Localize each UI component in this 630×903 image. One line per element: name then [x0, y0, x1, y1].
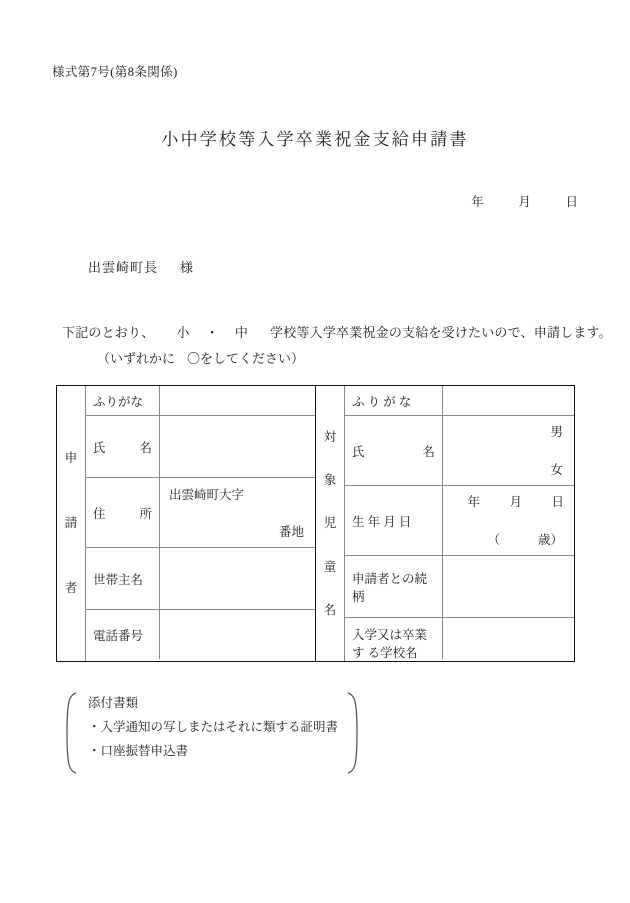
table-row	[345, 486, 574, 556]
child-side-char-4: 童	[323, 559, 337, 574]
table-row	[86, 416, 315, 478]
option-junior[interactable]: 中	[234, 325, 249, 340]
statement-note-text: （いずれかに	[97, 351, 176, 366]
statement-note	[97, 348, 304, 367]
child-side-label	[316, 386, 345, 661]
child-rows	[345, 386, 574, 661]
household-head-label: 世帯主名	[86, 548, 160, 609]
child-furigana-field[interactable]	[443, 386, 574, 415]
applicant-address-label-b: 所	[139, 506, 152, 521]
child-birthdate-label: 生 年 月 日	[345, 486, 443, 555]
attachments-title: 添付書類	[88, 696, 139, 710]
age-open-paren: （	[487, 533, 500, 547]
gender-male-option[interactable]: 男	[550, 425, 563, 439]
attachments-block	[64, 692, 360, 774]
child-furigana-label: ふ り が な	[345, 386, 443, 415]
age-close-paren: 歳）	[537, 533, 563, 547]
option-separator: ・	[205, 325, 219, 340]
date-line	[0, 192, 578, 210]
statement-lead: 下記のとおり、	[62, 325, 155, 340]
age-field	[487, 530, 563, 548]
telephone-label: 電話番号	[86, 610, 160, 659]
child-name-field[interactable]	[443, 416, 574, 485]
address-suffix-text: 番地	[278, 525, 304, 539]
applicant-rows	[86, 386, 315, 661]
application-table	[56, 385, 575, 662]
table-row	[86, 610, 315, 659]
statement-note-mark: 〇をしてください）	[187, 351, 305, 366]
table-row	[345, 556, 574, 618]
date-day-label: 日	[565, 195, 578, 209]
table-row	[345, 416, 574, 486]
child-side-char-1: 対	[323, 429, 337, 444]
applicant-panel	[57, 386, 315, 661]
addressee	[88, 257, 194, 276]
applicant-name-label	[86, 416, 160, 477]
child-side-char-3: 児	[323, 516, 337, 531]
applicant-address-label	[86, 478, 160, 547]
applicant-furigana-label: ふりがな	[86, 386, 160, 415]
relationship-field[interactable]	[443, 556, 574, 617]
school-name-field[interactable]	[443, 618, 574, 659]
list-item: ・口座振替申込書	[88, 743, 189, 758]
left-curly-brace-icon	[64, 692, 78, 774]
date-year-label: 年	[471, 195, 484, 209]
child-side-char-5: 名	[323, 602, 337, 617]
option-elementary[interactable]: 小	[176, 325, 190, 340]
applicant-side-label	[57, 386, 86, 661]
school-name-label-line2: る学校名	[367, 646, 418, 661]
child-name-label-b: 名	[422, 444, 435, 459]
date-month-label: 月	[518, 195, 531, 209]
relationship-label: 申請者との続柄	[345, 556, 443, 617]
list-item: ・入学通知の写しまたはそれに類する証明書	[88, 719, 339, 734]
applicant-address-label-a: 住	[93, 506, 106, 521]
applicant-furigana-field[interactable]	[160, 386, 315, 415]
child-panel	[315, 386, 574, 661]
applicant-name-field[interactable]	[160, 416, 315, 477]
child-side-char-2: 象	[323, 473, 337, 487]
table-row	[345, 386, 574, 416]
right-curly-brace-icon	[346, 692, 360, 774]
birth-year-label: 年	[467, 495, 480, 509]
form-number-label: 様式第7号(第8条関係)	[52, 65, 178, 79]
statement-tail: 学校等入学卒業祝金の支給を受けたいので、申請します。	[270, 325, 612, 340]
statement-line	[62, 322, 612, 341]
household-head-field[interactable]	[160, 548, 315, 609]
applicant-address-field[interactable]	[160, 478, 315, 547]
birth-day-label: 日	[551, 495, 564, 509]
addressee-honorific: 様	[180, 260, 195, 275]
applicant-name-label-a: 氏	[93, 440, 106, 455]
birthdate-ymd	[467, 492, 564, 510]
applicant-side-char-3: 者	[64, 581, 78, 596]
address-prefix-text: 出雲崎町大字	[169, 488, 245, 502]
child-name-label	[345, 416, 443, 485]
child-name-label-a: 氏	[352, 444, 365, 459]
birth-month-label: 月	[509, 495, 522, 509]
table-row	[345, 618, 574, 659]
applicant-name-label-b: 名	[139, 440, 152, 455]
applicant-side-char-2: 請	[64, 516, 78, 531]
gender-female-option[interactable]: 女	[550, 463, 563, 477]
table-row	[86, 478, 315, 548]
school-name-label-line1: 入学又は卒業す	[352, 628, 428, 661]
telephone-field[interactable]	[160, 610, 315, 659]
table-row	[86, 386, 315, 416]
addressee-recipient: 出雲崎町長	[88, 260, 159, 275]
table-row	[86, 548, 315, 610]
attachments-text	[88, 692, 338, 763]
child-birthdate-field[interactable]	[443, 486, 574, 555]
page-title: 小中学校等入学卒業祝金支給申請書	[161, 130, 469, 149]
applicant-side-char-1: 申	[64, 451, 78, 466]
school-name-label	[345, 618, 443, 659]
